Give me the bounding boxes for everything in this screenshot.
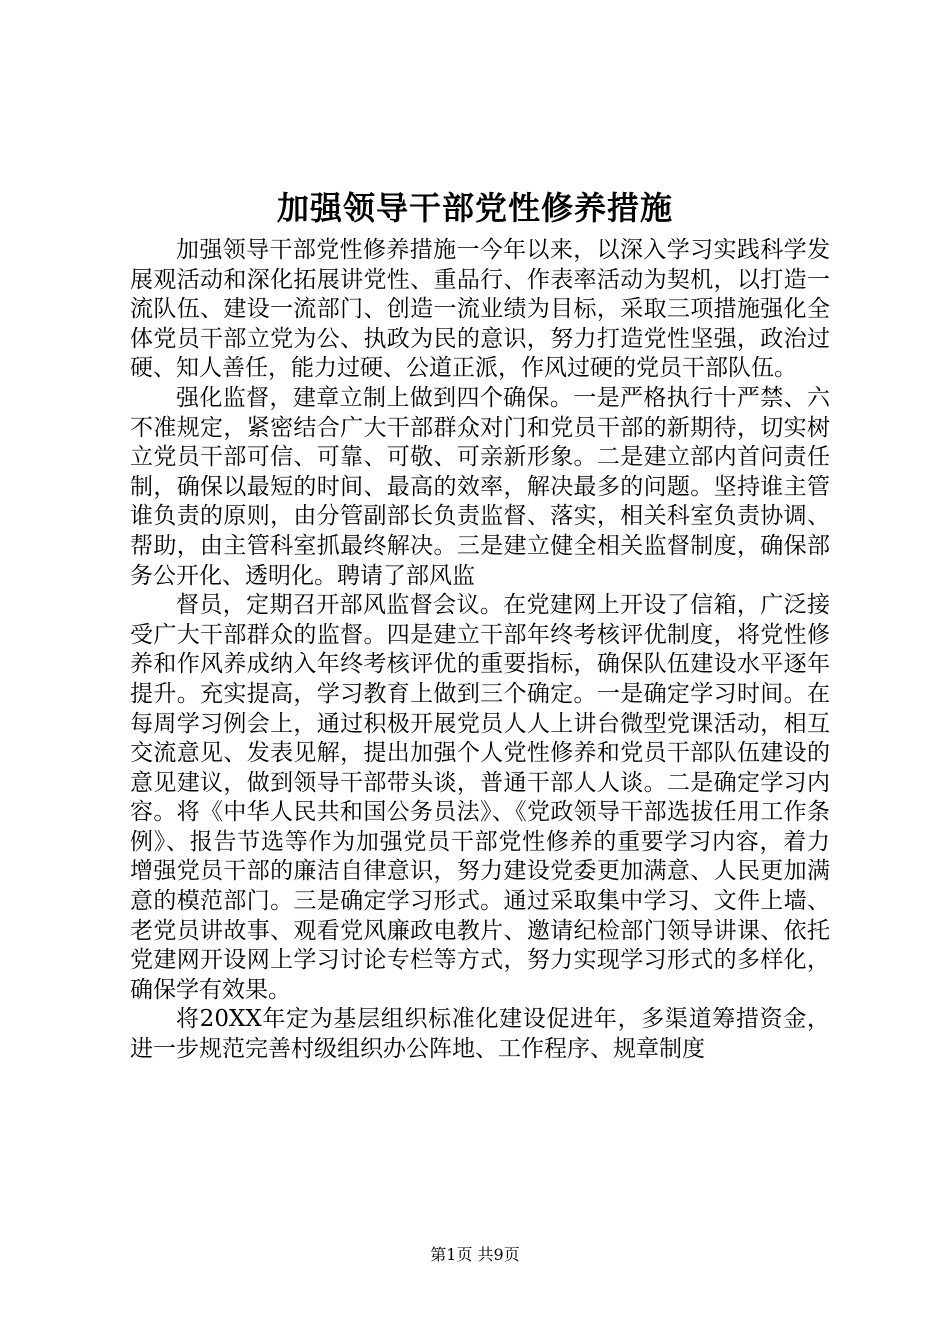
page-title: 加强领导干部党性修养措施 — [276, 189, 673, 227]
page-number: 第1页 共9页 — [430, 1245, 520, 1264]
paragraph-4: 将20XX年定为基层组织标准化建设促进年，多渠道筹措资金，进一步规范完善村级组织办公阵地、工作程序、规章制度 — [130, 1006, 830, 1063]
paragraph-1: 加强领导干部党性修养措施一今年以来，以深入学习实践科学发展观活动和深化拓展讲党性、重品行、作表率活动为契机，以打造一流队伍、建设一流部门、创造一流业绩为目标，采取三项措施强化全体党员干部立党为公、执政为民的意识，努力打造党性坚强，政治过硬、知人善任，能力过硬、公道正派，作风过硬的党员干部队伍。 — [130, 237, 830, 382]
paragraph-3: 督员，定期召开部风监督会议。在党建网上开设了信箱，广泛接受广大干部群众的监督。四是建立干部年终考核评优制度，将党性修养和作风养成纳入年终考核评优的重要指标，确保队伍建设水平逐年提升。充实提高，学习教育上做到三个确定。一是确定学习时间。在每周学习例会上，通过积极开展党员人人上讲台微型党课活动，相互交流意见、发表见解，提出加强个人党性修养和党员干部队伍建设的意见建议，做到领导干部带头谈，普通干部人人谈。二是确定学习内容。将《中华人民共和国公务员法》、《党政领导干部选拔任用工作条例》、报告节选等作为加强党员干部党性修养的重要学习内容，着力增强党员干部的廉洁自律意识，努力建设党委更加满意、人民更加满意的模范部门。三是确定学习形式。通过采取集中学习、文件上墙、老党员讲故事、观看党风廉政电教片、邀请纪检部门领导讲课、依托党建网开设网上学习讨论专栏等方式，努力实现学习形式的多样化，确保学有效果。 — [130, 592, 830, 1003]
paragraph-2: 强化监督，建章立制上做到四个确保。一是严格执行十严禁、六不准规定，紧密结合广大干部群众对门和党员干部的新期待，切实树立党员干部可信、可靠、可敬、可亲新形象。二是建立部内首问责任制，确保以最短的时间、最高的效率，解决最多的问题。坚持谁主管谁负责的原则，由分管副部长负责监督、落实，相关科室负责协调、帮助，由主管科室抓最终解决。三是建立健全相关监督制度，确保部务公开化、透明化。聘请了部风监 — [130, 384, 830, 589]
page-footer — [0, 1244, 950, 1266]
document-body — [130, 236, 830, 1065]
